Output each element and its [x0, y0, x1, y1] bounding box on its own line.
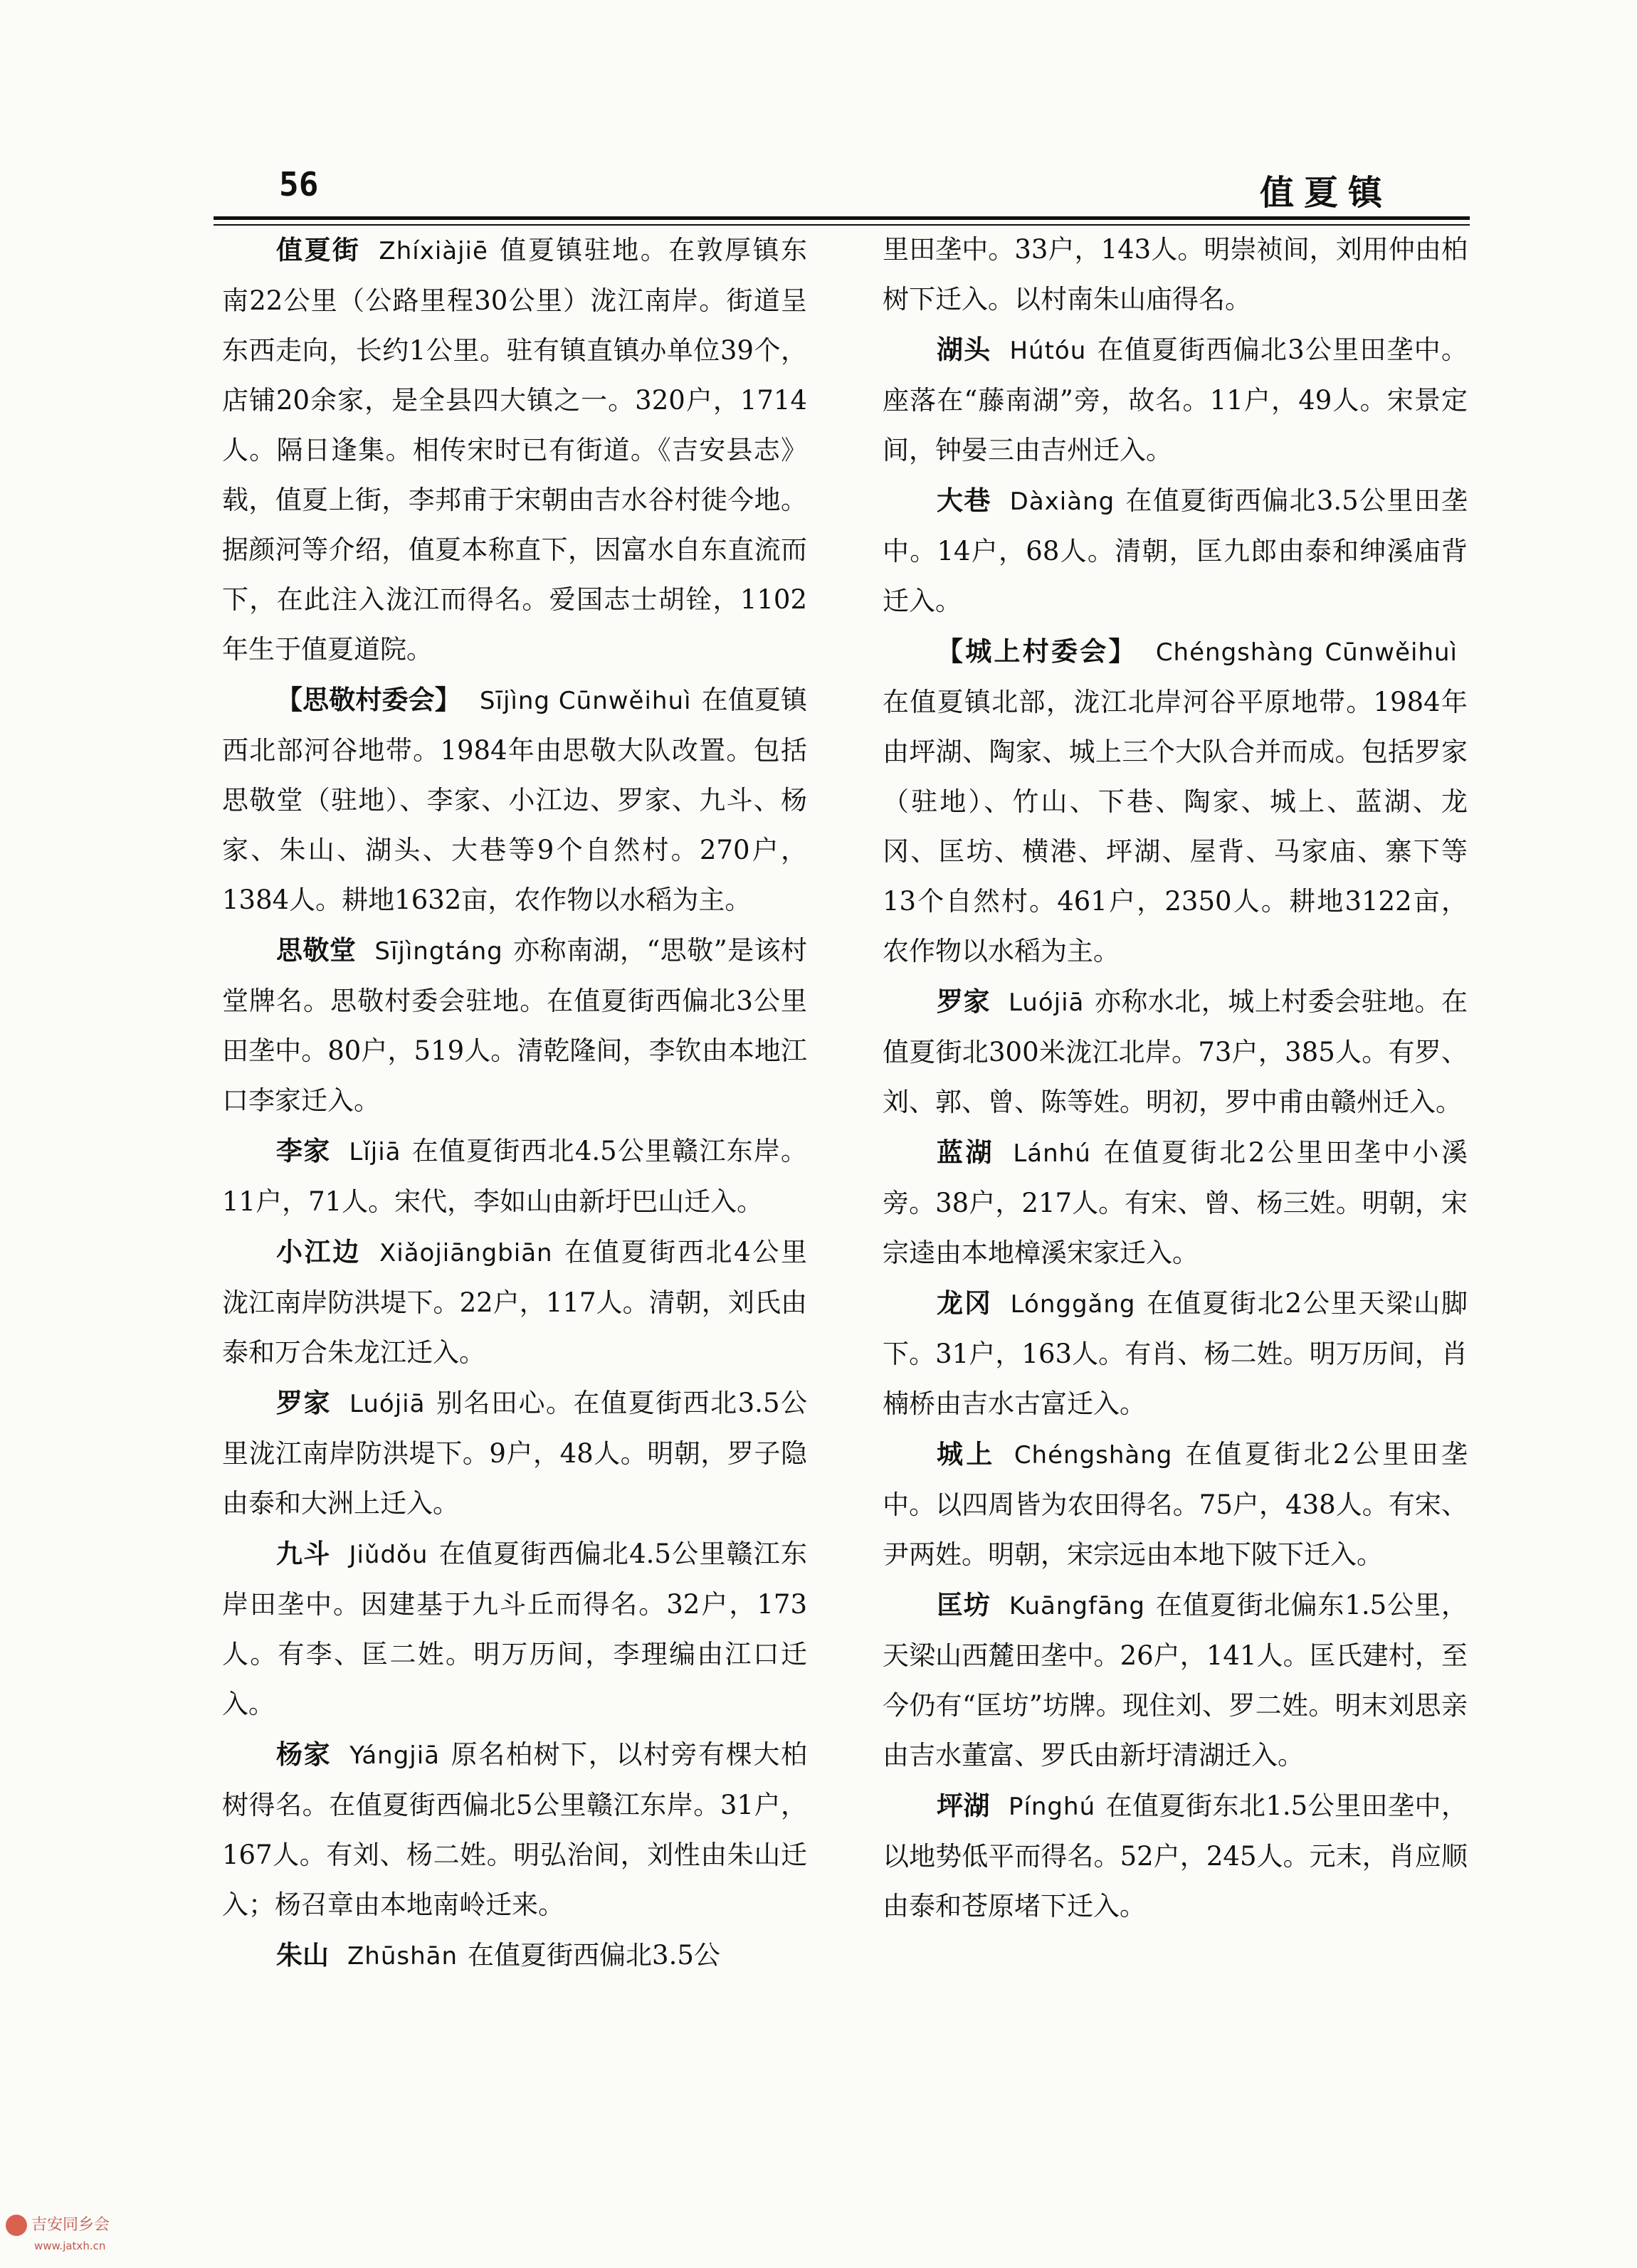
entry-text: 在值夏街北2公里田垄中。以四周皆为农田得名。75户，438人。有宋、尹两姓。明朝，宋宗远由本地下陂下迁入。	[883, 1439, 1468, 1570]
entry-text: 在值夏街西北4公里泷江南岸防洪堤下。22户，117人。清朝，刘氏由泰和万合朱龙江迁入。	[222, 1237, 807, 1368]
entry	[883, 475, 1468, 626]
entry-text: 原名柏树下，以村旁有棵大柏树得名。在值夏街西偏北5公里赣江东岸。31户，167人。有刘、杨二姓。明弘治间，刘性由朱山迁入；杨召章由本地南岭迁来。	[222, 1739, 808, 1920]
entry-name: 湖头	[937, 334, 991, 365]
running-title: 值夏镇	[1260, 173, 1393, 213]
page-number: 56	[279, 165, 319, 204]
entry-name: 坪湖	[937, 1790, 990, 1821]
entry-pinyin: Dàxiàng	[1009, 487, 1115, 516]
entry	[222, 925, 807, 1126]
entry	[883, 626, 1468, 976]
entry-pinyin: Luójiā	[1008, 988, 1085, 1017]
entry-pinyin: Pínghú	[1008, 1793, 1096, 1821]
entry	[222, 1126, 807, 1227]
seal-icon	[6, 2215, 27, 2236]
entry-name: 【城上村委会】	[937, 635, 1137, 667]
entry-name: 九斗	[276, 1538, 331, 1569]
entry-pinyin: Xiǎojiāngbiān	[379, 1239, 553, 1267]
entry-text: 在值夏街西偏北3公里田垄中。座落在“藤南湖”旁，故名。11户，49人。宋景定间，钟晏三由吉州迁入。	[883, 334, 1468, 465]
entry-name: 罗家	[276, 1387, 332, 1418]
entry-pinyin: Kuāngfāng	[1009, 1592, 1145, 1620]
entry-text: 在值夏镇北部，泷江北岸河谷平原地带。1984年由坪湖、陶家、城上三个大队合并而成。包括罗家（驻地）、竹山、下巷、陶家、城上、蓝湖、龙冈、匡坊、横港、坪湖、屋背、马家庙、寨下等13个自然村。461户，2350人。耕地3122亩，农作物以水稻为主。	[883, 687, 1468, 966]
entry	[222, 225, 807, 675]
entry-name: 龙冈	[937, 1287, 992, 1319]
entry-name: 小江边	[276, 1236, 361, 1267]
entry	[222, 1930, 807, 1981]
entry-pinyin: Lǐjiā	[349, 1138, 401, 1166]
entry	[883, 976, 1468, 1127]
entry-text: 在值夏街北偏东1.5公里，天梁山西麓田垄中。26户，141人。匡氏建村，至今仍有“匡坊”坊牌。现住刘、罗二姓。明末刘思亲由吉水董富、罗氏由新圩清湖迁入。	[883, 1590, 1468, 1771]
entry-pinyin: Zhūshān	[347, 1942, 458, 1971]
entry-pinyin: Jiǔdǒu	[349, 1541, 428, 1569]
entry-name: 罗家	[937, 986, 990, 1017]
entry-pinyin: Sījìng Cūnwěihuì	[479, 687, 692, 715]
entry-name: 大巷	[937, 485, 991, 516]
entry-pinyin: Luójiā	[349, 1390, 426, 1418]
entry-text: 在值夏街西偏北3.5公里田垄中。14户，68人。清朝，匡九郎由泰和绅溪庙背迁入。	[883, 485, 1468, 616]
entry-name: 思敬堂	[276, 934, 357, 966]
entry-name: 值夏街	[276, 234, 361, 265]
entry-text: 在值夏街西偏北4.5公里赣江东岸田垄中。因建基于九斗丘而得名。32户，173人。有李、匡二姓。明万历间，李理编由江口迁入。	[222, 1539, 808, 1719]
entry-pinyin: Lánhú	[1013, 1139, 1091, 1168]
right-column	[883, 225, 1468, 1931]
entry	[222, 1378, 807, 1529]
entry-continuation	[883, 225, 1468, 325]
entry-text: 里田垄中。33户，143人。明崇祯间，刘用仲由柏树下迁入。以村南朱山庙得名。	[883, 234, 1468, 315]
entry-name: 城上	[937, 1438, 996, 1470]
entry-name: 匡坊	[937, 1589, 991, 1620]
entry-pinyin: Lónggǎng	[1010, 1290, 1136, 1319]
entry-name: 【思敬村委会】	[276, 684, 461, 715]
entry-name: 杨家	[276, 1739, 332, 1770]
left-column	[222, 225, 807, 1981]
watermark-site: 吉安同乡会	[31, 2216, 110, 2234]
watermark	[6, 2215, 110, 2255]
watermark-url: www.jatxh.cn	[34, 2240, 106, 2252]
entry	[222, 1529, 807, 1729]
entry	[883, 1278, 1468, 1429]
entry-pinyin: Hútóu	[1009, 337, 1087, 365]
entry-pinyin: Chéngshàng Cūnwěihuì	[1155, 638, 1458, 667]
entry	[883, 325, 1468, 475]
entry-text: 亦称南湖，“思敬”是该村堂牌名。思敬村委会驻地。在值夏街西偏北3公里田垄中。80户，519人。清乾隆间，李钦由本地江口李家迁入。	[222, 935, 807, 1116]
entry	[222, 675, 807, 925]
entry-text: 值夏镇驻地。在敦厚镇东南22公里（公路里程30公里）泷江南岸。街道呈东西走向，长约1公里。驻有镇直镇办单位39个，店铺20余家，是全县四大镇之一。320户，1714人。隔日逢集。相传宋时已有街道。《吉安县志》载，值夏上街，李邦甫于宋朝由吉水谷村徙今地。据颜河等介绍，值夏本称直下，因富水自东直流而下，在此注入泷江而得名。爱国志士胡铨，1102年生于值夏道院。	[222, 235, 808, 665]
entry	[222, 1729, 807, 1930]
entry-name: 李家	[276, 1135, 331, 1166]
entry-pinyin: Sījìngtáng	[374, 937, 503, 966]
entry-text: 在值夏街东北1.5公里田垄中，以地势低平而得名。52户，245人。元末，肖应顺由泰和苍原堵下迁入。	[883, 1790, 1468, 1921]
entry	[883, 1781, 1468, 1931]
entry-text: 亦称水北，城上村委会驻地。在值夏街北300米泷江北岸。73户，385人。有罗、刘、郭、曾、陈等姓。明初，罗中甫由赣州迁入。	[883, 986, 1468, 1117]
entry-pinyin: Chéngshàng	[1014, 1441, 1173, 1470]
entry	[883, 1429, 1468, 1580]
entry-name: 朱山	[276, 1939, 329, 1971]
entry	[222, 1227, 807, 1378]
entry-text: 别名田心。在值夏街西北3.5公里泷江南岸防洪堤下。9户，48人。明朝，罗子隐由泰和大洲上迁入。	[222, 1388, 807, 1519]
header-rule-thick	[214, 216, 1470, 220]
entry-pinyin: Zhíxiàjiē	[379, 237, 488, 265]
entry-name: 蓝湖	[937, 1136, 995, 1168]
entry-pinyin: Yángjiā	[349, 1741, 441, 1770]
entry-text: 在值夏镇西北部河谷地带。1984年由思敬大队改置。包括思敬堂（驻地）、李家、小江边、罗家、九斗、杨家、朱山、湖头、大巷等9个自然村。270户，1384人。耕地1632亩，农作物以水稻为主。	[222, 685, 807, 915]
entry-text: 在值夏街西北4.5公里赣江东岸。11户，71人。宋代，李如山由新圩巴山迁入。	[222, 1136, 808, 1217]
entry-text: 在值夏街北2公里天梁山脚下。31户，163人。有肖、杨二姓。明万历间，肖楠桥由吉水古富迁入。	[883, 1288, 1468, 1419]
entry-text: 在值夏街北2公里田垄中小溪旁。38户，217人。有宋、曾、杨三姓。明朝，宋宗逵由本地樟溪宋家迁入。	[883, 1137, 1468, 1268]
entry-text: 在值夏街西偏北3.5公	[468, 1940, 720, 1971]
entry	[883, 1127, 1468, 1278]
entry	[883, 1580, 1468, 1781]
